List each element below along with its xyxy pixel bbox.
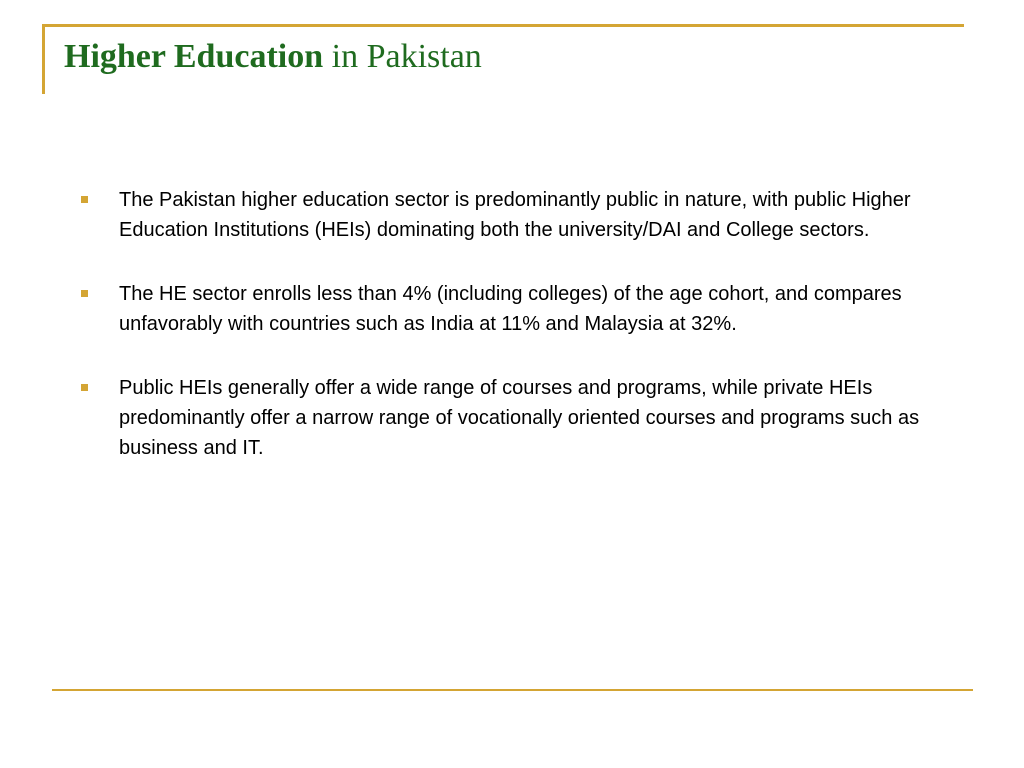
bullet-list xyxy=(80,185,960,497)
square-bullet-icon xyxy=(81,290,88,297)
title-frame-top-rule xyxy=(42,24,964,27)
bullet-text: The HE sector enrolls less than 4% (including colleges) of the age cohort, and compares unfavorably with countries such as India at 11% and Malaysia at 32%. xyxy=(119,283,902,335)
bullet-text: Public HEIs generally offer a wide range of courses and programs, while private HEIs predominantly offer a narrow range of vocationally oriented courses and programs such as business and IT. xyxy=(119,377,920,459)
title-frame-left-rule xyxy=(42,24,45,94)
bullet-item xyxy=(80,373,960,463)
slide-title-rest: in Pakistan xyxy=(331,38,482,75)
bullet-text: The Pakistan higher education sector is predominantly public in nature, with public Higher Education Institutions (HEIs) dominating both the university/DAI and College sectors. xyxy=(119,189,911,241)
bullet-item xyxy=(80,279,960,339)
slide-title xyxy=(64,38,482,76)
footer-rule xyxy=(52,689,973,691)
bullet-item xyxy=(80,185,960,245)
square-bullet-icon xyxy=(81,384,88,391)
slide-title-bold: Higher Education xyxy=(64,38,324,75)
square-bullet-icon xyxy=(81,196,88,203)
